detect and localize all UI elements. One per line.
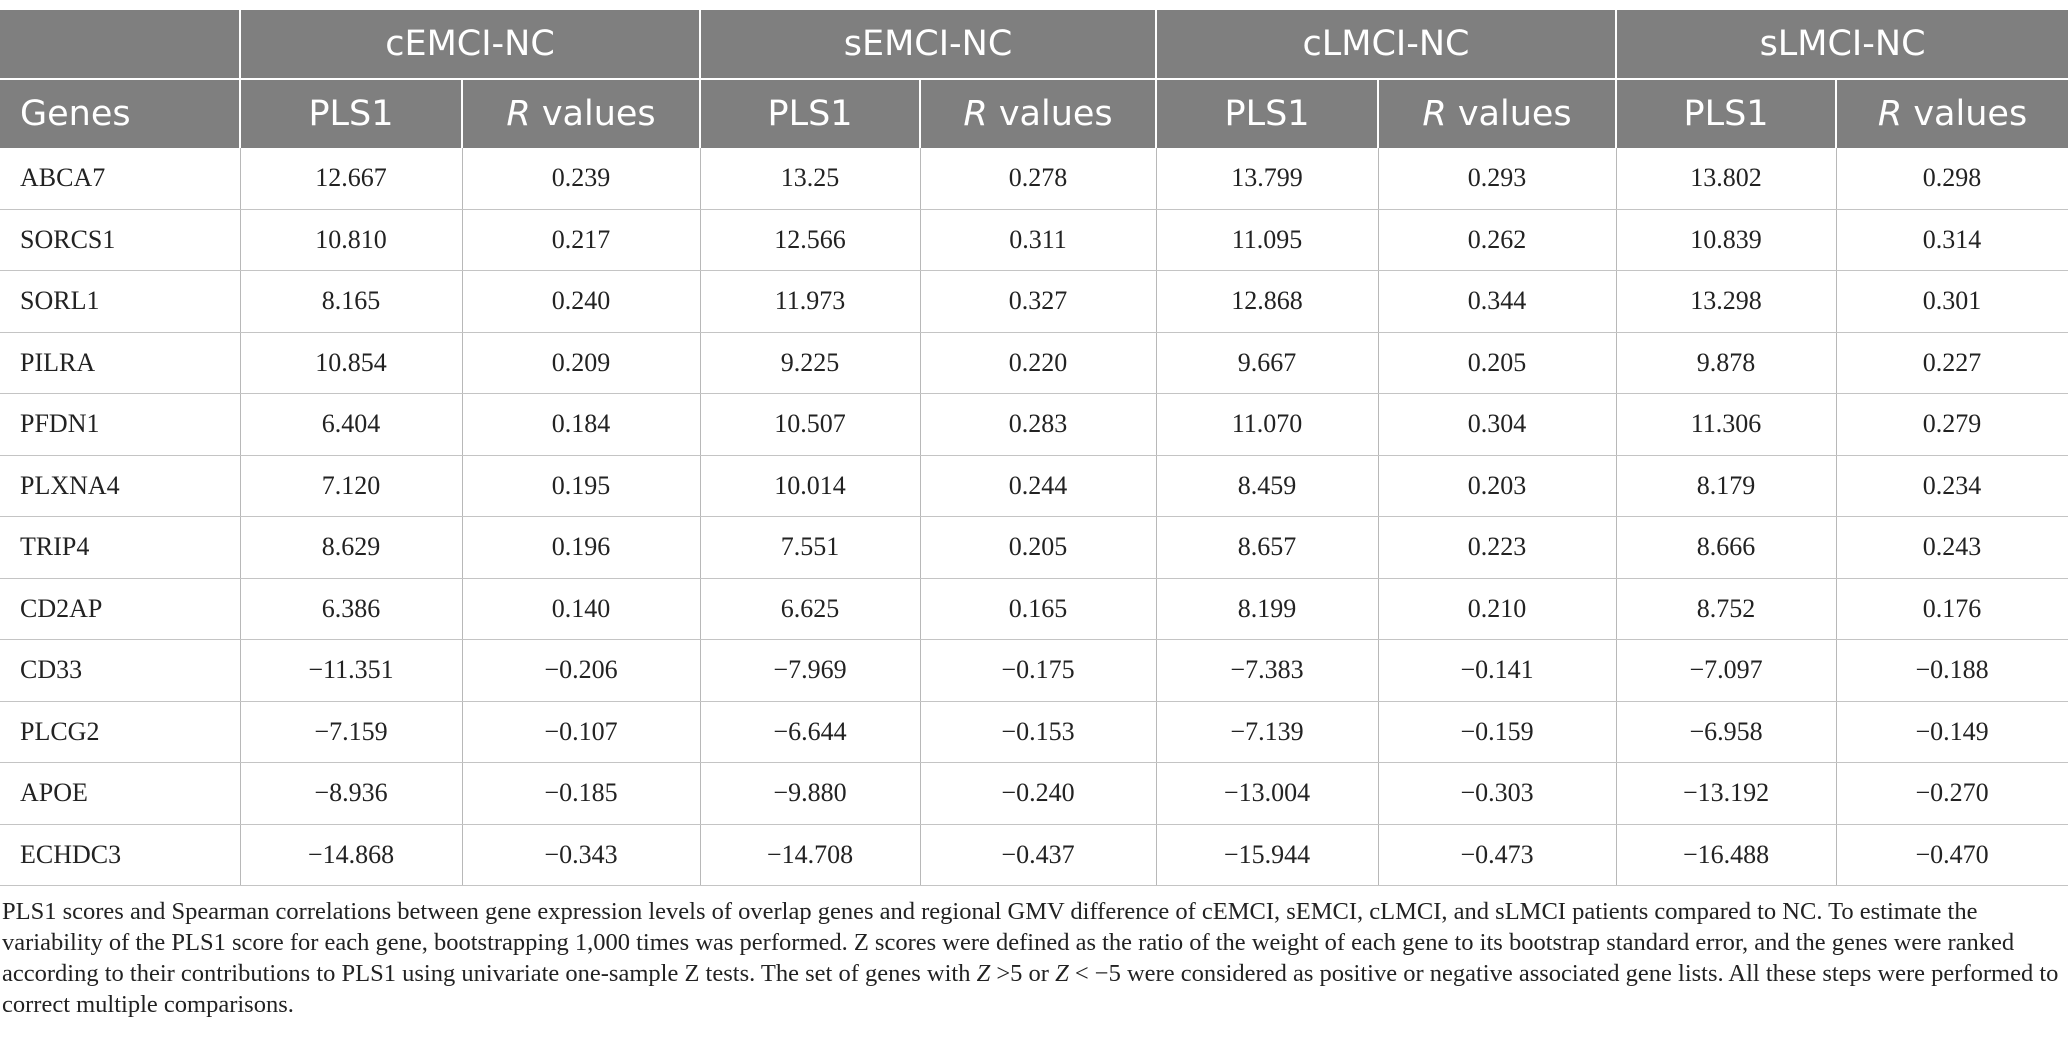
table-row xyxy=(0,824,2068,886)
gene-name-cell: SORCS1 xyxy=(0,209,240,271)
pls1-value-cell: −14.868 xyxy=(240,824,462,886)
r-value-cell: −0.141 xyxy=(1378,640,1616,702)
pls1-value-cell: 9.225 xyxy=(700,332,920,394)
table-row xyxy=(0,455,2068,517)
gene-name-cell: CD33 xyxy=(0,640,240,702)
r-value-cell: 0.203 xyxy=(1378,455,1616,517)
table-row xyxy=(0,148,2068,209)
r-value-cell: 0.220 xyxy=(920,332,1156,394)
pls1-value-cell: 11.070 xyxy=(1156,394,1378,456)
pls1-gene-table xyxy=(0,10,2068,886)
group-header-semci: sEMCI-NC xyxy=(700,10,1156,79)
pls1-value-cell: 10.810 xyxy=(240,209,462,271)
r-value-cell: −0.303 xyxy=(1378,763,1616,825)
pls1-value-cell: 8.179 xyxy=(1616,455,1836,517)
pls1-value-cell: 7.551 xyxy=(700,517,920,579)
pls1-column-header: PLS1 xyxy=(1616,79,1836,148)
r-value-cell: −0.206 xyxy=(462,640,700,702)
pls1-value-cell: 12.868 xyxy=(1156,271,1378,333)
pls1-value-cell: −7.159 xyxy=(240,701,462,763)
pls1-value-cell: 12.667 xyxy=(240,148,462,209)
r-value-cell: 0.301 xyxy=(1836,271,2068,333)
r-value-cell: 0.209 xyxy=(462,332,700,394)
r-value-cell: 0.311 xyxy=(920,209,1156,271)
group-header-cemci: cEMCI-NC xyxy=(240,10,700,79)
footnote-text-2: >5 or xyxy=(990,960,1056,987)
pls1-value-cell: 8.666 xyxy=(1616,517,1836,579)
r-value-cell: 0.278 xyxy=(920,148,1156,209)
r-value-cell: 0.205 xyxy=(1378,332,1616,394)
r-value-cell: 0.314 xyxy=(1836,209,2068,271)
gene-name-cell: PLXNA4 xyxy=(0,455,240,517)
r-symbol: R xyxy=(963,94,988,134)
pls1-column-header: PLS1 xyxy=(240,79,462,148)
pls1-value-cell: −7.969 xyxy=(700,640,920,702)
gene-name-cell: PFDN1 xyxy=(0,394,240,456)
r-value-cell: 0.344 xyxy=(1378,271,1616,333)
gene-name-cell: CD2AP xyxy=(0,578,240,640)
pls1-value-cell: 13.25 xyxy=(700,148,920,209)
r-symbol: R xyxy=(1877,94,1903,134)
r-values-column-header xyxy=(1378,79,1616,148)
r-values-label: values xyxy=(1446,94,1572,134)
r-value-cell: 0.262 xyxy=(1378,209,1616,271)
r-value-cell: 0.293 xyxy=(1378,148,1616,209)
r-symbol: R xyxy=(1422,94,1447,134)
pls1-value-cell: 8.657 xyxy=(1156,517,1378,579)
r-value-cell: −0.188 xyxy=(1836,640,2068,702)
pls1-value-cell: 8.165 xyxy=(240,271,462,333)
footnote-z-symbol: Z xyxy=(1055,960,1069,987)
pls1-value-cell: −11.351 xyxy=(240,640,462,702)
r-value-cell: 0.239 xyxy=(462,148,700,209)
pls1-value-cell: −7.383 xyxy=(1156,640,1378,702)
pls1-value-cell: 6.625 xyxy=(700,578,920,640)
pls1-value-cell: −16.488 xyxy=(1616,824,1836,886)
pls1-value-cell: 11.973 xyxy=(700,271,920,333)
table-row xyxy=(0,517,2068,579)
r-value-cell: 0.227 xyxy=(1836,332,2068,394)
r-values-column-header xyxy=(462,79,700,148)
footnote-text-3: < −5 were considered as positive or negative associated gene lists. All these steps were performed to correct multiple comparisons. xyxy=(2,960,2059,1018)
pls1-value-cell: 13.298 xyxy=(1616,271,1836,333)
r-value-cell: −0.270 xyxy=(1836,763,2068,825)
pls1-value-cell: 12.566 xyxy=(700,209,920,271)
gene-name-cell: TRIP4 xyxy=(0,517,240,579)
gene-name-cell: SORL1 xyxy=(0,271,240,333)
r-value-cell: 0.217 xyxy=(462,209,700,271)
gene-name-cell: ECHDC3 xyxy=(0,824,240,886)
r-value-cell: 0.223 xyxy=(1378,517,1616,579)
gene-name-cell: APOE xyxy=(0,763,240,825)
table-body xyxy=(0,148,2068,886)
r-value-cell: 0.327 xyxy=(920,271,1156,333)
pls1-value-cell: −15.944 xyxy=(1156,824,1378,886)
table-row xyxy=(0,578,2068,640)
r-value-cell: 0.165 xyxy=(920,578,1156,640)
r-value-cell: 0.283 xyxy=(920,394,1156,456)
r-value-cell: −0.107 xyxy=(462,701,700,763)
pls1-value-cell: 6.386 xyxy=(240,578,462,640)
pls1-value-cell: −13.192 xyxy=(1616,763,1836,825)
pls1-value-cell: 9.878 xyxy=(1616,332,1836,394)
r-value-cell: 0.184 xyxy=(462,394,700,456)
table-row xyxy=(0,640,2068,702)
table-footnote xyxy=(2,896,2066,1020)
pls1-value-cell: 8.752 xyxy=(1616,578,1836,640)
pls1-value-cell: 8.459 xyxy=(1156,455,1378,517)
r-value-cell: −0.437 xyxy=(920,824,1156,886)
pls1-value-cell: 7.120 xyxy=(240,455,462,517)
table-row xyxy=(0,701,2068,763)
pls1-value-cell: 9.667 xyxy=(1156,332,1378,394)
table-row xyxy=(0,332,2068,394)
group-header-row xyxy=(0,10,2068,79)
footnote-z-symbol: Z xyxy=(976,960,991,987)
pls1-column-header: PLS1 xyxy=(700,79,920,148)
r-value-cell: −0.473 xyxy=(1378,824,1616,886)
table-row xyxy=(0,763,2068,825)
genes-column-header: Genes xyxy=(0,79,240,148)
r-value-cell: −0.185 xyxy=(462,763,700,825)
gene-name-cell: PLCG2 xyxy=(0,701,240,763)
table-row xyxy=(0,271,2068,333)
r-value-cell: 0.196 xyxy=(462,517,700,579)
r-value-cell: 0.298 xyxy=(1836,148,2068,209)
pls1-value-cell: 13.799 xyxy=(1156,148,1378,209)
r-value-cell: −0.153 xyxy=(920,701,1156,763)
pls1-value-cell: −9.880 xyxy=(700,763,920,825)
r-value-cell: −0.175 xyxy=(920,640,1156,702)
r-values-column-header xyxy=(1836,79,2068,148)
pls1-value-cell: 13.802 xyxy=(1616,148,1836,209)
pls1-value-cell: 10.839 xyxy=(1616,209,1836,271)
footnote-text-1: PLS1 scores and Spearman correlations between gene expression levels of overlap genes and regional GMV difference of cEMCI, sEMCI, cLMCI, and sLMCI patients compared to NC. To estimate the variability of the PLS1 score for each gene, bootstrapping 1,000 times was performed. Z scores were defined as the ratio of the weight of each gene to its bootstrap standard error, and the genes were ranked according to their contributions to PLS1 using univariate one-sample Z tests. The set of genes with xyxy=(2,898,2015,987)
r-values-column-header xyxy=(920,79,1156,148)
r-value-cell: −0.149 xyxy=(1836,701,2068,763)
pls1-value-cell: 11.306 xyxy=(1616,394,1836,456)
pls1-value-cell: −7.097 xyxy=(1616,640,1836,702)
pls1-value-cell: 8.629 xyxy=(240,517,462,579)
r-value-cell: −0.470 xyxy=(1836,824,2068,886)
pls1-value-cell: 11.095 xyxy=(1156,209,1378,271)
pls1-value-cell: −8.936 xyxy=(240,763,462,825)
group-header-slmci: sLMCI-NC xyxy=(1616,10,2068,79)
pls1-value-cell: −7.139 xyxy=(1156,701,1378,763)
corner-header-cell xyxy=(0,10,240,79)
r-value-cell: 0.234 xyxy=(1836,455,2068,517)
r-value-cell: 0.304 xyxy=(1378,394,1616,456)
gene-name-cell: ABCA7 xyxy=(0,148,240,209)
table-row xyxy=(0,394,2068,456)
pls1-value-cell: 6.404 xyxy=(240,394,462,456)
r-value-cell: 0.240 xyxy=(462,271,700,333)
r-value-cell: 0.279 xyxy=(1836,394,2068,456)
r-value-cell: 0.244 xyxy=(920,455,1156,517)
r-value-cell: −0.159 xyxy=(1378,701,1616,763)
r-value-cell: 0.210 xyxy=(1378,578,1616,640)
pls1-value-cell: −14.708 xyxy=(700,824,920,886)
pls1-value-cell: −13.004 xyxy=(1156,763,1378,825)
r-value-cell: 0.205 xyxy=(920,517,1156,579)
pls1-value-cell: 8.199 xyxy=(1156,578,1378,640)
r-values-label: values xyxy=(987,94,1113,134)
r-value-cell: −0.240 xyxy=(920,763,1156,825)
r-value-cell: 0.140 xyxy=(462,578,700,640)
pls1-value-cell: 10.014 xyxy=(700,455,920,517)
pls1-value-cell: 10.507 xyxy=(700,394,920,456)
r-value-cell: −0.343 xyxy=(462,824,700,886)
r-symbol: R xyxy=(506,94,531,134)
r-value-cell: 0.195 xyxy=(462,455,700,517)
pls1-value-cell: −6.958 xyxy=(1616,701,1836,763)
gene-name-cell: PILRA xyxy=(0,332,240,394)
pls1-column-header: PLS1 xyxy=(1156,79,1378,148)
column-header-row xyxy=(0,79,2068,148)
table-row xyxy=(0,209,2068,271)
r-values-label: values xyxy=(530,94,656,134)
group-header-clmci: cLMCI-NC xyxy=(1156,10,1616,79)
pls1-value-cell: −6.644 xyxy=(700,701,920,763)
r-value-cell: 0.243 xyxy=(1836,517,2068,579)
pls1-value-cell: 10.854 xyxy=(240,332,462,394)
r-value-cell: 0.176 xyxy=(1836,578,2068,640)
r-values-label: values xyxy=(1902,94,2028,134)
